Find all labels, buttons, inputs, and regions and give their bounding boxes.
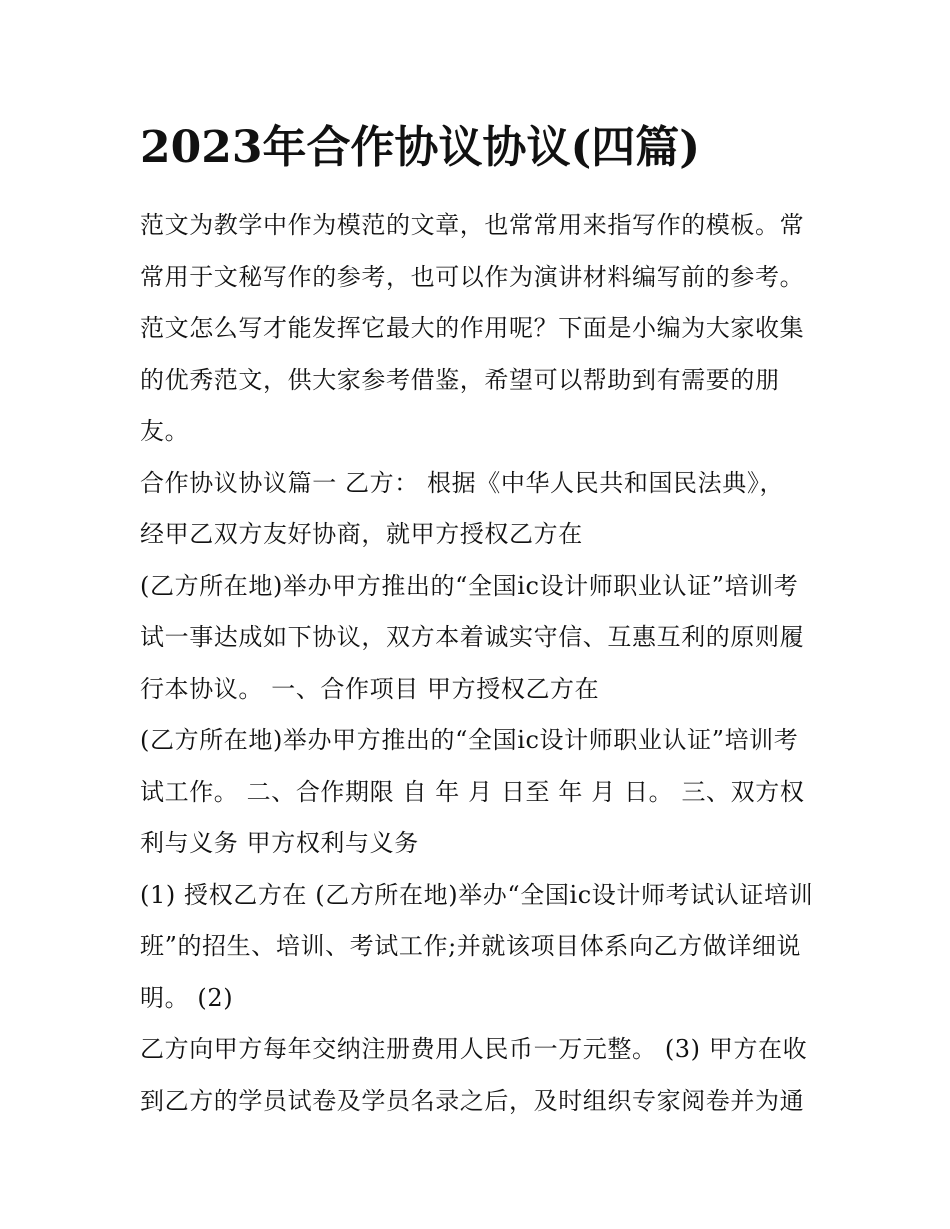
body-line: 明。 (2): [140, 983, 234, 1012]
body-line: 乙方向甲方每年交纳注册费用人民币一万元整。 (3) 甲方在收: [140, 1035, 808, 1063]
body-line: (1) 授权乙方在 (乙方所在地)举办“全国ic设计师考试认证培训: [140, 880, 814, 909]
body-line: 到乙方的学员试卷及学员名录之后，及时组织专家阅卷并为通: [140, 1086, 805, 1115]
body-line: 范文怎么写才能发挥它最大的作用呢？下面是小编为大家收集: [140, 314, 805, 342]
body-line: 的优秀范文，供大家参考借鉴，希望可以帮助到有需要的朋: [140, 365, 780, 394]
document-body: [140, 200, 830, 1127]
body-line: (乙方所在地)举办甲方推出的“全国ic设计师职业认证”培训考: [140, 571, 799, 600]
body-line: 班”的招生、培训、考试工作;并就该项目体系向乙方做详细说: [140, 932, 802, 960]
body-line: (乙方所在地)举办甲方推出的“全国ic设计师职业认证”培训考: [140, 726, 799, 754]
body-line: 行本协议。 一、合作项目 甲方授权乙方在: [140, 674, 600, 703]
document-title: 2023年合作协议协议(四篇): [140, 122, 701, 173]
body-line: 常用于文秘写作的参考，也可以作为演讲材料编写前的参考。: [140, 262, 805, 291]
body-line: 合作协议协议篇一 乙方： 根据《中华人民共和国民法典》，: [140, 468, 785, 497]
body-line: 经甲乙双方友好协商，就甲方授权乙方在: [140, 520, 583, 548]
body-line: 试工作。 二、合作期限 自 年 月 日至 年 月 日。 三、双方权: [140, 777, 805, 806]
body-line: 友。: [140, 417, 190, 445]
body-line: 范文为教学中作为模范的文章，也常常用来指写作的模板。常: [140, 211, 805, 239]
body-line: 利与义务 甲方权利与义务: [140, 829, 419, 857]
body-line: 试一事达成如下协议，双方本着诚实守信、互惠互利的原则履: [140, 623, 805, 651]
